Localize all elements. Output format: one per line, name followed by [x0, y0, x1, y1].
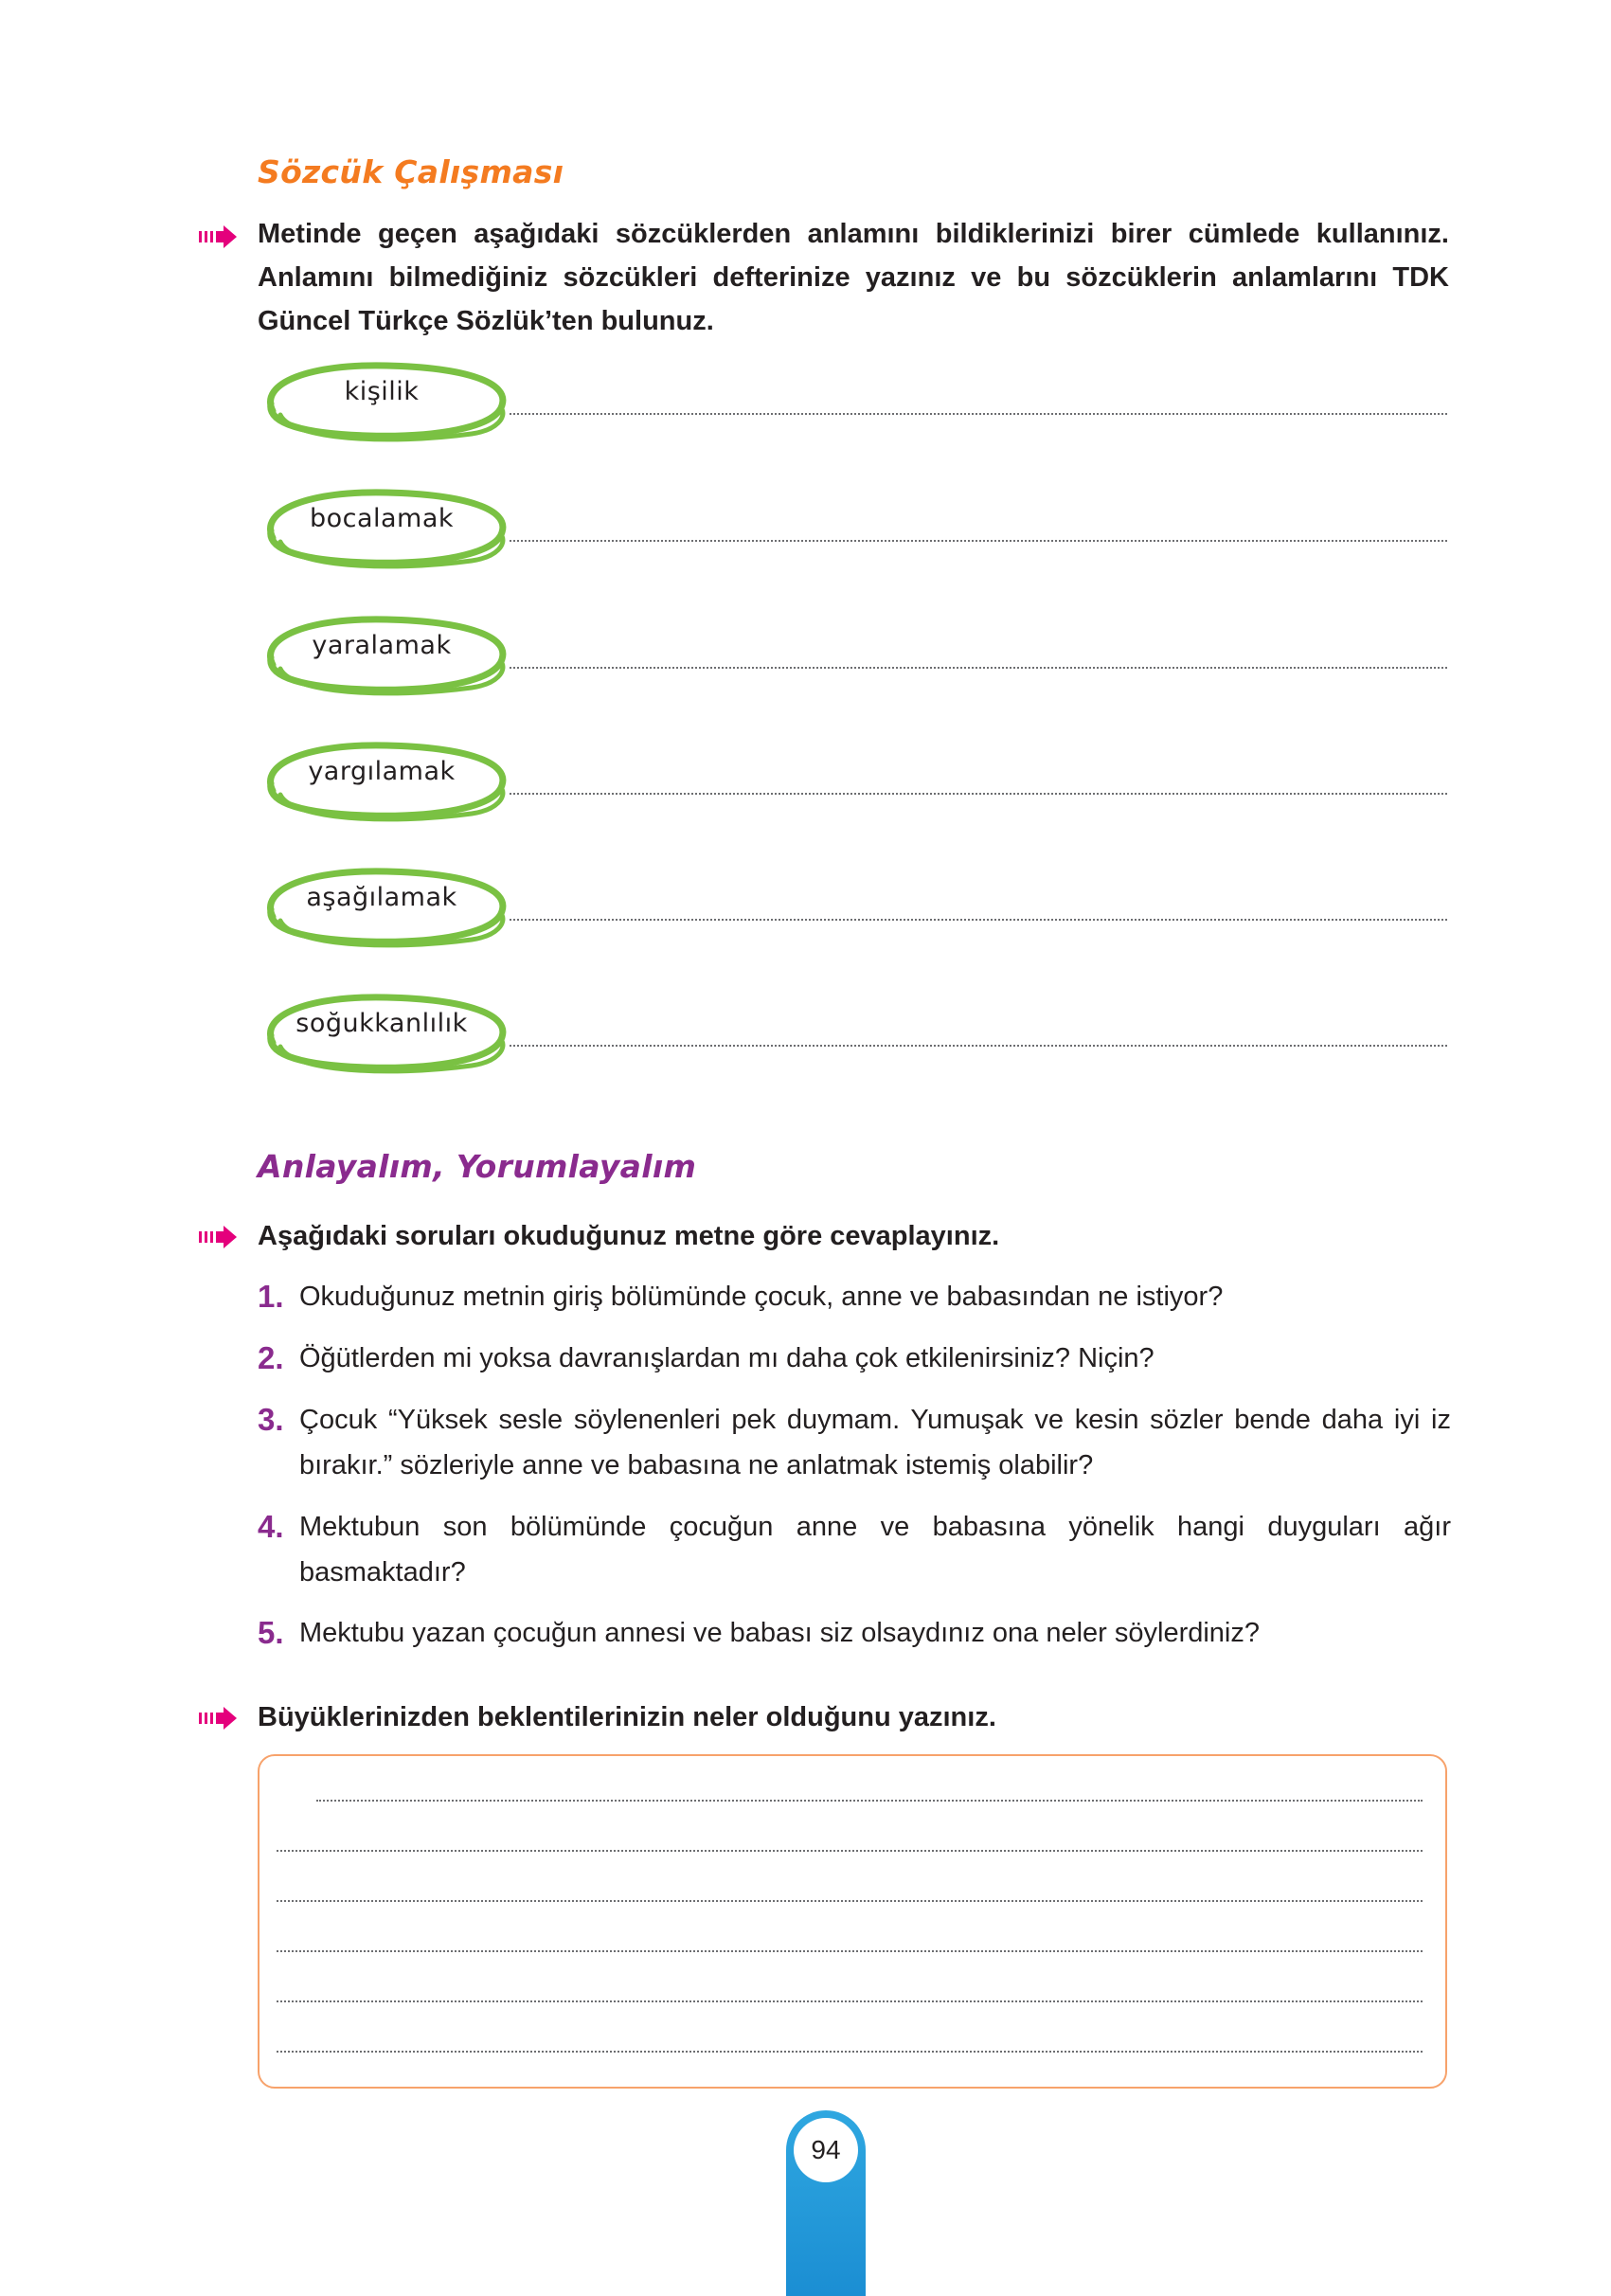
word-row [254, 986, 1447, 1081]
question-item [258, 1274, 1451, 1319]
answer-line[interactable] [510, 919, 1447, 921]
writing-line[interactable] [277, 2051, 1423, 2053]
answer-line[interactable] [510, 793, 1447, 795]
answer-line[interactable] [510, 540, 1447, 542]
word-row [254, 481, 1447, 576]
writing-line[interactable] [277, 1850, 1423, 1852]
question-text: Mektubun son bölümünde çocuğun anne ve babasına yönelik hangi duyguları ağır basmaktadır? [299, 1512, 1451, 1587]
word-label: bocalamak [309, 504, 455, 533]
question-number: 1. [258, 1279, 284, 1314]
pointer-arrow-icon [199, 225, 239, 248]
word-row [254, 354, 1447, 449]
question-number: 5. [258, 1615, 284, 1650]
writing-line[interactable] [277, 1950, 1423, 1952]
writing-instruction: Büyüklerinizden beklentilerinizin neler olduğunu yazınız. [258, 1702, 996, 1732]
writing-line[interactable] [277, 2000, 1423, 2002]
question-number: 4. [258, 1509, 284, 1544]
vocab-section-title: Sözcük Çalışması [258, 153, 564, 190]
writing-line[interactable] [277, 1900, 1423, 1902]
question-number: 3. [258, 1402, 284, 1437]
vocab-instruction: Metinde geçen aşağıdaki sözcüklerden anlamını bildiklerinizi birer cümlede kullanınız. Anlamını bilmediğiniz sözcükleri defterinize yazınız ve bu sözcüklerin anlamlarını TDK Güncel Türkçe Sözlük’ten bulunuz. [258, 219, 1449, 336]
question-number: 2. [258, 1340, 284, 1375]
answer-line[interactable] [510, 667, 1447, 669]
word-label: yaralamak [312, 631, 452, 660]
question-text: Mektubu yazan çocuğun annesi ve babası siz olsaydınız ona neler söylerdiniz? [299, 1618, 1260, 1648]
word-row [254, 860, 1447, 955]
comprehension-instruction: Aşağıdaki soruları okuduğunuz metne göre cevaplayınız. [258, 1221, 1000, 1251]
pointer-arrow-icon [199, 1226, 239, 1248]
comprehension-section-title: Anlayalım, Yorumlayalım [258, 1148, 697, 1185]
question-item [258, 1610, 1451, 1656]
question-text: Öğütlerden mi yoksa davranışlardan mı daha çok etkilenirsiniz? Niçin? [299, 1343, 1155, 1373]
page-number: 94 [811, 2135, 841, 2164]
word-label: soğukkanlılık [295, 1009, 468, 1038]
question-text: Çocuk “Yüksek sesle söylenenleri pek duymam. Yumuşak ve kesin sözler bende daha iyi iz bırakır.” sözleriyle anne ve babasına ne anlatmak istemiş olabilir? [299, 1405, 1451, 1480]
answer-line[interactable] [510, 413, 1447, 415]
answer-line[interactable] [510, 1045, 1447, 1047]
word-label: kişilik [344, 377, 420, 406]
word-row [254, 608, 1447, 703]
word-row [254, 734, 1447, 829]
question-item [258, 1397, 1451, 1488]
question-text: Okuduğunuz metnin giriş bölümünde çocuk, anne ve babasından ne istiyor? [299, 1282, 1224, 1312]
answer-box[interactable] [258, 1754, 1447, 2089]
question-item [258, 1336, 1451, 1381]
writing-line[interactable] [316, 1800, 1423, 1802]
question-item [258, 1504, 1451, 1595]
word-label: aşağılamak [306, 883, 457, 912]
pointer-arrow-icon [199, 1707, 239, 1730]
word-label: yargılamak [308, 757, 456, 786]
